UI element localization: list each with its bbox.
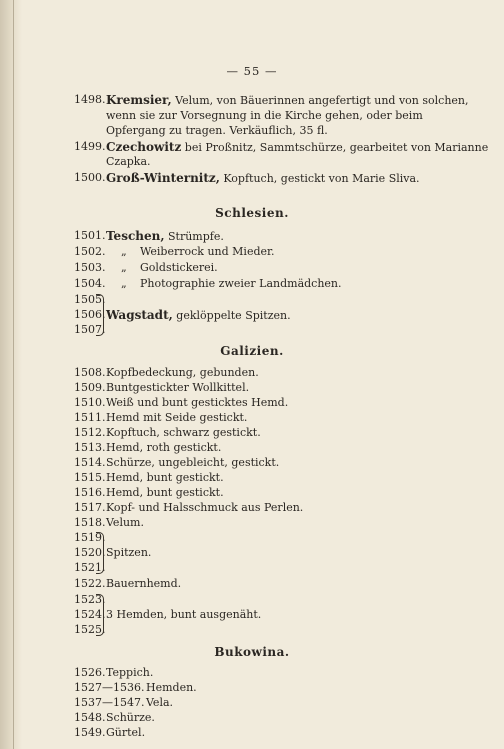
entry-number: 1527—1536.: [74, 681, 145, 694]
entry-number: 1510.: [74, 396, 106, 409]
section-heading-galizien: Galizien.: [220, 344, 284, 358]
entry-number: 1508.: [74, 366, 106, 379]
binding-gutter: [0, 0, 22, 749]
entry-number: 1522.: [74, 577, 106, 590]
entry-number: 1502.: [74, 245, 106, 258]
entry-number: 1501.: [74, 229, 106, 242]
entry-number: 1524.: [74, 608, 106, 621]
ditto-mark: „: [121, 277, 127, 290]
entry-number: 1525.: [74, 623, 106, 636]
entry-text: Goldstickerei.: [140, 261, 218, 274]
entry-text: Kopftuch, gestickt von Marie Sliva.: [219, 172, 420, 185]
entry-number: 1517.: [74, 501, 106, 514]
entry-text: Bauernhemd.: [106, 577, 182, 590]
entry-text: Photographie zweier Landmädchen.: [140, 277, 342, 290]
entry-text: Kopftuch, schwarz gestickt.: [106, 426, 261, 439]
entry-text: Hemden.: [146, 681, 197, 694]
entry-number: 1520.: [74, 546, 106, 559]
entry-text: Opfergang zu tragen. Verkäuflich, 35 fl.: [106, 124, 328, 137]
entry-number: 1521.: [74, 561, 106, 574]
entry-number: 1504.: [74, 277, 106, 290]
entry-text: Hemd, roth gestickt.: [106, 441, 222, 454]
entry-text: Vela.: [146, 696, 174, 709]
entry-text: Buntgestickter Wollkittel.: [106, 381, 250, 394]
entry-number: 1509.: [74, 381, 106, 394]
entry-number: 1499.: [74, 140, 106, 153]
place-name: Groß-Winternitz,: [106, 171, 220, 185]
grouping-brace: [96, 532, 104, 574]
entry-text: Velum.: [106, 516, 144, 529]
entry-text: Hemd mit Seide gestickt.: [106, 411, 248, 424]
ditto-mark: „: [121, 261, 127, 274]
entry-text: Hemd, bunt gestickt.: [106, 486, 224, 499]
binding-edge: [13, 0, 14, 749]
entry-number: 1549.: [74, 726, 106, 739]
place-name: Wagstadt,: [106, 308, 173, 322]
entry-number: 1513.: [74, 441, 106, 454]
entry-text: geklöppelte Spitzen.: [172, 309, 291, 322]
section-heading-schlesien: Schlesien.: [215, 206, 289, 220]
place-name: Teschen,: [106, 229, 165, 243]
entry-number: 1500.: [74, 171, 106, 184]
page-number: — 55 —: [226, 64, 278, 78]
entry-number: 1526.: [74, 666, 106, 679]
place-name: Kremsier,: [106, 93, 172, 107]
entry-text: Hemd, bunt gestickt.: [106, 471, 224, 484]
place-name: Czechowitz: [106, 140, 182, 154]
entry-number: 1518.: [74, 516, 106, 529]
entry-number: 1506.: [74, 308, 106, 321]
entry-number: 1519.: [74, 531, 106, 544]
entry-text: Gürtel.: [106, 726, 146, 739]
grouping-brace: [96, 594, 104, 636]
entry-number: 1537—1547.: [74, 696, 145, 709]
entry-text: Schürze, ungebleicht, gestickt.: [106, 456, 280, 469]
entry-number: 1523.: [74, 593, 106, 606]
entry-number: 1498.: [74, 93, 106, 106]
entry-number: 1503.: [74, 261, 106, 274]
entry-number: 1548.: [74, 711, 106, 724]
ditto-mark: „: [121, 245, 127, 258]
entry-number: 1507.: [74, 323, 106, 336]
entry-number: 1515.: [74, 471, 106, 484]
grouping-brace: [96, 294, 104, 336]
entry-text: Weiberrock und Mieder.: [140, 245, 275, 258]
entry-text: Kopfbedeckung, gebunden.: [106, 366, 259, 379]
entry-number: 1514.: [74, 456, 106, 469]
entry-text: bei Proßnitz, Sammtschürze, gearbeitet von Marianne: [181, 141, 489, 154]
entry-number: 1516.: [74, 486, 106, 499]
entry-text: Schürze.: [106, 711, 155, 724]
entry-number: 1511.: [74, 411, 106, 424]
entry-text: Czapka.: [106, 155, 151, 168]
entry-number: 1505.: [74, 293, 106, 306]
entry-text: Teppich.: [106, 666, 154, 679]
entry-text: Velum, von Bäuerinnen angefertigt und von solchen,: [171, 94, 469, 107]
section-heading-bukowina: Bukowina.: [214, 645, 290, 659]
group-text-1505-1507: [106, 308, 291, 323]
entry-text: wenn sie zur Vorsegnung in die Kirche gehen, oder beim: [106, 109, 423, 122]
group-text-1519-1521: Spitzen.: [106, 546, 152, 559]
group-text-1523-1525: 3 Hemden, bunt ausgenäht.: [106, 608, 262, 621]
entry-number: 1512.: [74, 426, 106, 439]
entry-text: Kopf- und Halsschmuck aus Perlen.: [106, 501, 304, 514]
entry-text: Weiß und bunt gesticktes Hemd.: [106, 396, 289, 409]
entry-text: Strümpfe.: [164, 230, 224, 243]
